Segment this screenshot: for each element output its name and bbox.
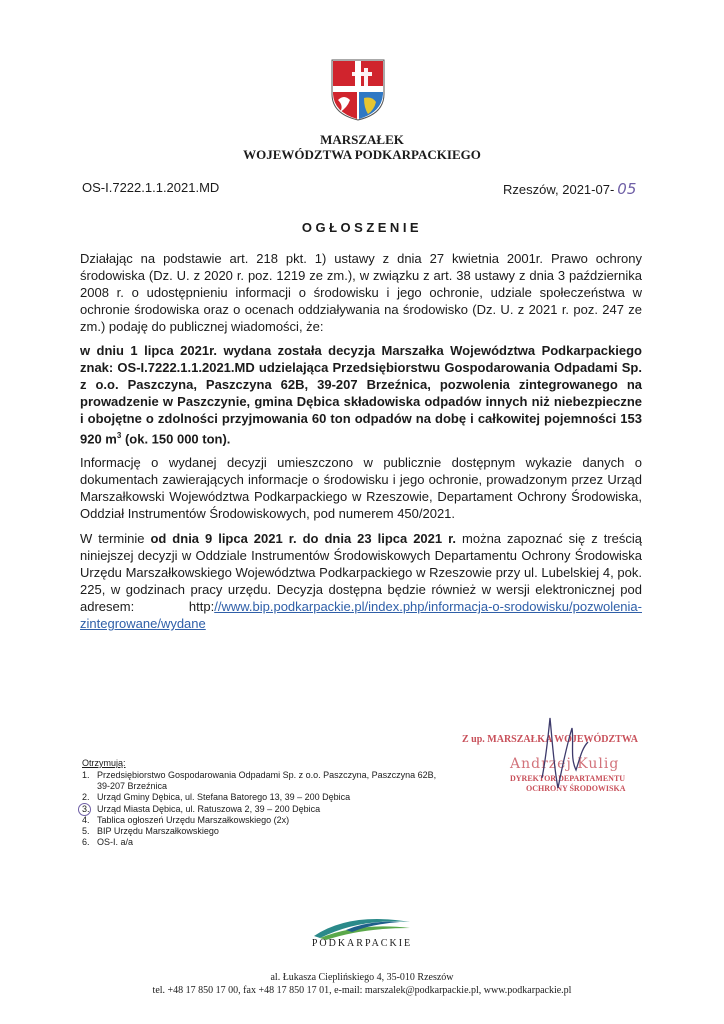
authority-title-line2: WOJEWÓDZTWA PODKARPACKIEGO xyxy=(243,147,481,162)
url-prefix: http: xyxy=(188,599,215,614)
reference-number: OS-I.7222.1.1.2021.MD xyxy=(82,180,220,195)
handwritten-signature-icon xyxy=(532,708,592,808)
list-item-number: 1. xyxy=(82,770,90,780)
list-item xyxy=(82,826,442,837)
handwritten-circle-icon xyxy=(78,803,91,816)
list-item xyxy=(82,837,442,848)
list-item-text: Przedsiębiorstwo Gospodarowania Odpadami Sp. z o.o. Paszczyna, Paszczyna 62B, 39-207 Brzeźnica xyxy=(97,770,437,792)
access-text-a: W terminie xyxy=(80,531,151,546)
stamp-line4: OCHRONY ŚRODOWISKA xyxy=(526,784,626,793)
list-item-text: OS-I. a/a xyxy=(97,837,134,848)
list-item-text: Urząd Miasta Dębica, ul. Ratuszowa 2, 39 – 200 Dębica xyxy=(97,803,321,814)
coat-of-arms-icon xyxy=(330,58,386,122)
decision-text-end: (ok. 150 000 ton). xyxy=(121,431,231,447)
logo-text: PODKARPACKIE xyxy=(311,938,413,949)
date-printed: Rzeszów, 2021-07- xyxy=(503,182,615,197)
recipients-title: Otrzymują: xyxy=(82,758,126,768)
podkarpackie-logo-icon xyxy=(310,910,414,940)
authority-title-line1: MARSZAŁEK xyxy=(320,132,404,147)
list-item xyxy=(82,804,442,815)
date-handwritten: 05 xyxy=(617,180,637,198)
list-item-text: Urząd Gminy Dębica, ul. Stefana Batorego 13, 39 – 200 Dębica xyxy=(97,792,351,803)
cubic-superscript: 3 xyxy=(116,431,122,440)
footer-contact: tel. +48 17 850 17 00, fax +48 17 850 17 01, e-mail: marszalek@podkarpackie.pl, www.podkarpackie.pl xyxy=(152,985,572,996)
access-period: od dnia 9 lipca 2021 r. do dnia 23 lipca 2021 r. xyxy=(150,531,457,546)
document-date xyxy=(503,180,636,198)
stamp-line3: DYREKTOR DEPARTAMENTU xyxy=(510,774,626,783)
decision-paragraph xyxy=(80,342,642,447)
stamp-name: Andrzej Kulig xyxy=(510,756,620,772)
footer-address: al. Łukasza Cieplińskiego 4, 35-010 Rzeszów xyxy=(270,972,454,983)
recipients-list xyxy=(82,770,442,848)
list-item-number: 3. xyxy=(82,803,90,814)
list-item-text: Tablica ogłoszeń Urzędu Marszałkowskiego (2x) xyxy=(97,814,290,825)
access-text-c: można zapoznać się z treścią niniejszej decyzji w Oddziale Instrumentów Środowiskowych Departamentu Ochrony Środowiska Urzędu Marszałkowskiego Województwa Podkarpackiego w Rzeszowie przy ul. Lubelskiej 4, pok. 225, w godzinach pracy urzędu. Decyzja dostępna będzie również w wersji elektronicznej pod adresem: xyxy=(80,531,642,614)
list-item-number: 5. xyxy=(82,826,90,837)
notice-title: OGŁOSZENIE xyxy=(301,220,423,235)
signature-stamp xyxy=(462,708,642,808)
list-item xyxy=(82,815,442,826)
list-item xyxy=(82,770,442,792)
list-item-text: BIP Urzędu Marszałkowskiego xyxy=(97,826,219,837)
intro-paragraph: Działając na podstawie art. 218 pkt. 1) ustawy z dnia 27 kwietnia 2001r. Prawo ochrony środowiska (Dz. U. z 2020 r. poz. 1219 ze zm.), w związku z art. 38 ustawy z dnia 3 października 2008 r. o udostępnieniu informacji o środowisku i jego ochronie, udziale społeczeństwa w ochronie środowiska oraz o ocenach oddziaływania na środowisko (Dz. U. z 2021 r. poz. 247 ze zm.) podaję do publicznej wiadomości, że: xyxy=(80,251,642,334)
access-paragraph xyxy=(80,530,642,632)
bip-link[interactable]: //www.bip.podkarpackie.pl/index.php/informacja-o-srodowisku/pozwolenia-zintegrowane/wydane xyxy=(80,599,642,631)
decision-text: w dniu 1 lipca 2021r. wydana została decyzja Marszałka Województwa Podkarpackiego znak: OS-I.7222.1.1.2021.MD udzielająca Przedsiębiorstwu Gospodarowania Odpadami Sp. z o.o. Paszczyna, Paszczyna 62B, 39-207 Brzeźnica, pozwolenia zintegrowanego na prowadzenie w Paszczynie, gmina Dębica składowiska odpadów innych niż niebezpieczne i obojętne o zdolności przyjmowania 60 ton odpadów na dobę i całkowitej pojemności 153 920 m xyxy=(80,343,642,447)
list-item-number: 2. xyxy=(82,792,90,803)
stamp-line1: Z up. MARSZAŁKA WOJEWÓDZTWA xyxy=(462,734,638,745)
list-item xyxy=(82,792,442,803)
list-item-number: 4. xyxy=(82,814,90,825)
list-item-number: 6. xyxy=(82,837,90,848)
register-paragraph: Informację o wydanej decyzji umieszczono w publicznie dostępnym wykazie danych o dokumentach zawierających informacje o środowisku i jego ochronie, prowadzonym przez Urząd Marszałkowski Województwa Podkarpackiego w Rzeszowie, Departament Ochrony Środowiska, Oddział Instrumentów Środowiskowych, pod numerem 450/2021. xyxy=(80,455,642,521)
